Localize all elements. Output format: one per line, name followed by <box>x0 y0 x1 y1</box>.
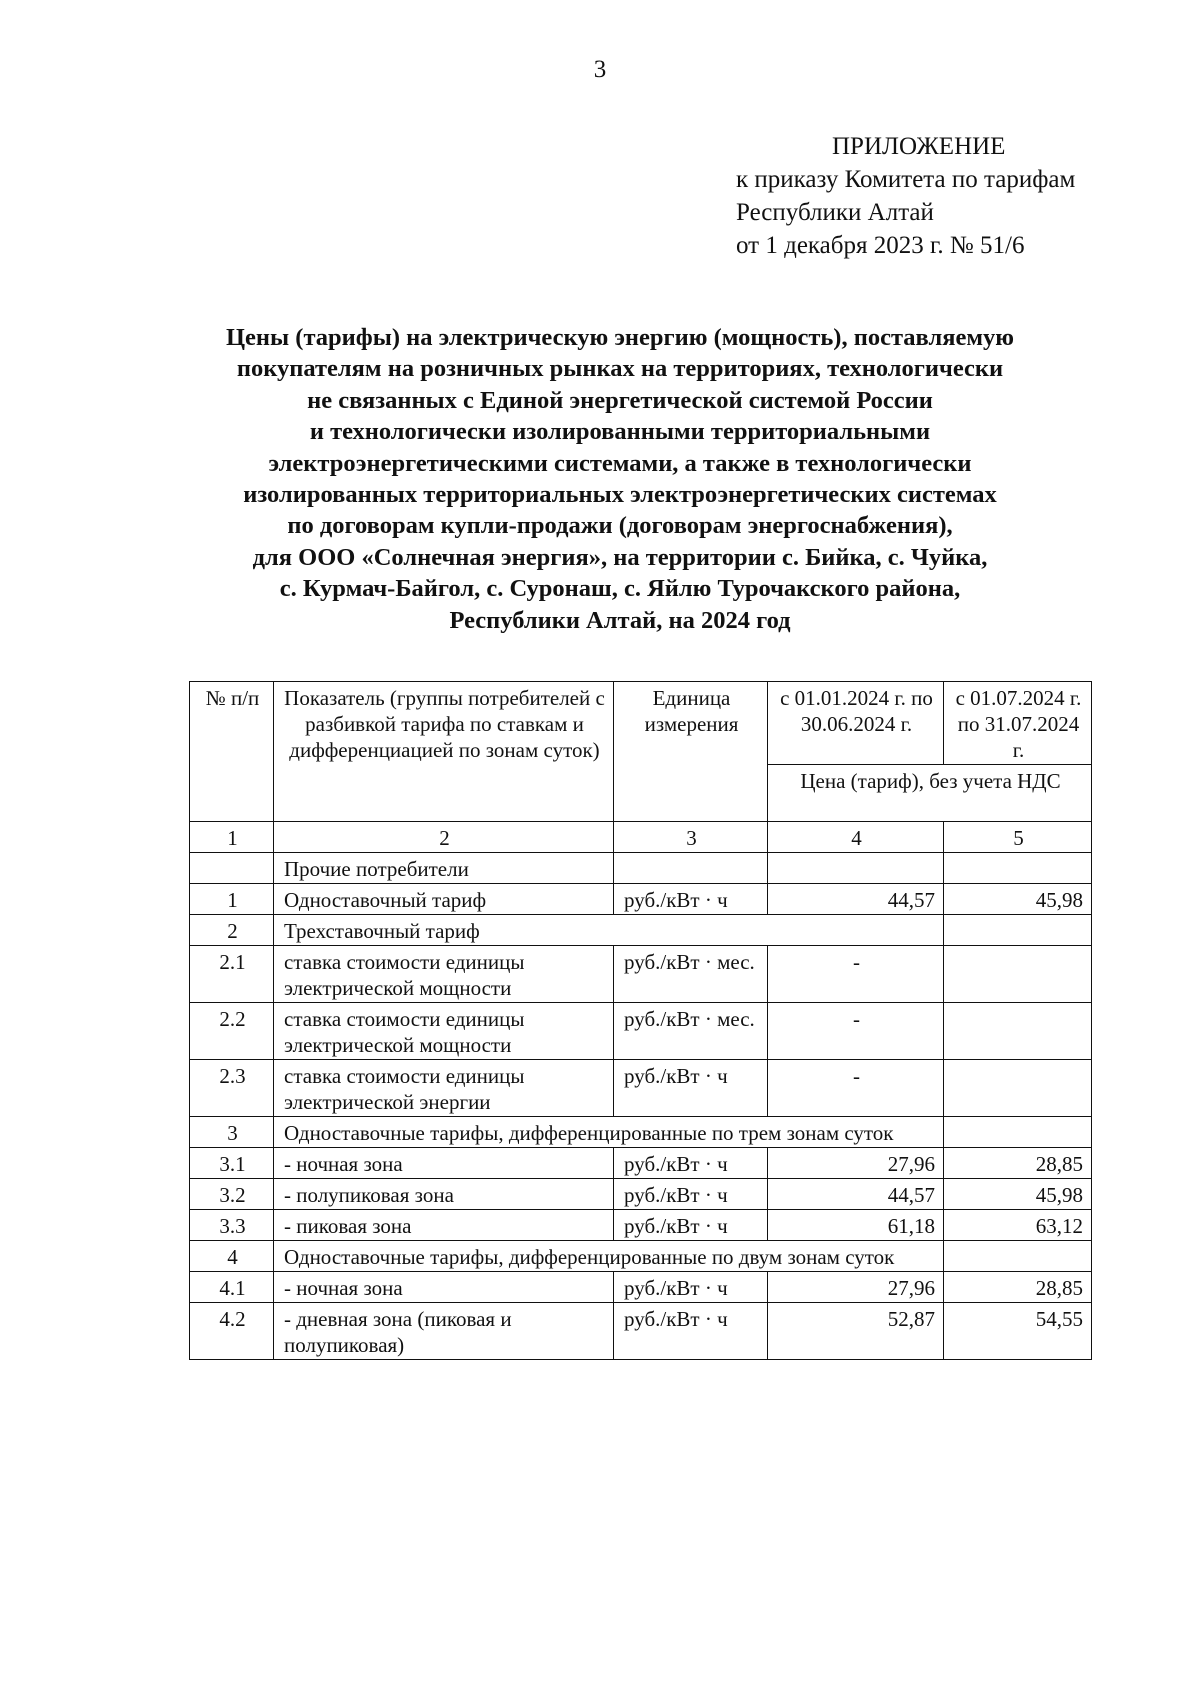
row-number: 2.2 <box>190 1003 274 1060</box>
row-value-period-1: 27,96 <box>768 1148 944 1179</box>
appendix-line: Республики Алтай <box>736 199 934 226</box>
title-line: для ООО «Солнечная энергия», на территории с. Бийка, с. Чуйка, <box>252 543 988 571</box>
row-name: - ночная зона <box>274 1148 614 1179</box>
row-value-period-1: 44,57 <box>768 1179 944 1210</box>
column-number-row <box>190 822 1092 853</box>
row-value-period-2: 45,98 <box>944 1179 1092 1210</box>
title-line: Республики Алтай, на 2024 год <box>449 606 791 634</box>
column-number: 4 <box>768 822 944 853</box>
row-unit: руб./кВт · мес. <box>614 1003 768 1060</box>
row-number: 2.3 <box>190 1060 274 1117</box>
row-value-period-1: 27,96 <box>768 1272 944 1303</box>
row-name: - полупиковая зона <box>274 1179 614 1210</box>
table-row <box>190 946 1092 1003</box>
appendix-line: от 1 декабря 2023 г. № 51/6 <box>736 232 1025 259</box>
row-number: 3.1 <box>190 1148 274 1179</box>
title-line: с. Курмач-Байгол, с. Суронаш, с. Яйлю Турочакского района, <box>279 575 961 603</box>
row-number: 2 <box>190 915 274 946</box>
row-name: Одноставочные тарифы, дифференцированные по трем зонам суток <box>274 1117 944 1148</box>
row-unit: руб./кВт · ч <box>614 1272 768 1303</box>
column-number: 1 <box>190 822 274 853</box>
row-number: 1 <box>190 884 274 915</box>
row-name: - пиковая зона <box>274 1210 614 1241</box>
row-unit: руб./кВт · ч <box>614 1148 768 1179</box>
appendix-line: к приказу Комитета по тарифам <box>736 166 1076 193</box>
table-row <box>190 1060 1092 1117</box>
row-value-period-2: 54,55 <box>944 1303 1092 1360</box>
row-name: Одноставочные тарифы, дифференцированные по двум зонам суток <box>274 1241 944 1272</box>
table-row <box>190 1148 1092 1179</box>
row-name: ставка стоимости единицы электрической энергии <box>274 1060 614 1117</box>
table-row <box>190 884 1092 915</box>
table-row <box>190 1210 1092 1241</box>
table-row <box>190 1241 1092 1272</box>
page-number: 3 <box>593 56 607 83</box>
row-name: Трехставочный тариф <box>274 915 944 946</box>
row-value-period-2: 28,85 <box>944 1272 1092 1303</box>
column-number: 3 <box>614 822 768 853</box>
row-value-period-2: 63,12 <box>944 1210 1092 1241</box>
row-unit: руб./кВт · ч <box>614 1303 768 1360</box>
tariff-table <box>189 681 1092 1360</box>
table-row <box>190 1272 1092 1303</box>
row-number: 4.2 <box>190 1303 274 1360</box>
title-line: электроэнергетическими системами, а также в технологически <box>268 449 972 477</box>
document-title <box>160 322 1080 636</box>
header-no: № п/п <box>190 682 274 822</box>
title-line: не связанных с Единой энергетической системой России <box>307 386 933 414</box>
row-number: 4.1 <box>190 1272 274 1303</box>
appendix-block <box>736 130 1075 262</box>
header-period-1: с 01.01.2024 г. по 30.06.2024 г. <box>768 682 944 765</box>
row-number: 3 <box>190 1117 274 1148</box>
row-name: ставка стоимости единицы электрической мощности <box>274 946 614 1003</box>
column-number: 2 <box>274 822 614 853</box>
appendix-heading: ПРИЛОЖЕНИЕ <box>832 133 1006 160</box>
row-name: Одноставочный тариф <box>274 884 614 915</box>
table-row <box>190 853 1092 884</box>
header-price-note: Цена (тариф), без учета НДС <box>768 765 1092 822</box>
title-line: покупателям на розничных рынках на территориях, технологически <box>236 355 1004 383</box>
table-row <box>190 1303 1092 1360</box>
table-row <box>190 1117 1092 1148</box>
row-unit: руб./кВт · мес. <box>614 946 768 1003</box>
row-name: - дневная зона (пиковая и полупиковая) <box>274 1303 614 1360</box>
row-value-period-1: 52,87 <box>768 1303 944 1360</box>
row-value-period-2: 28,85 <box>944 1148 1092 1179</box>
row-unit: руб./кВт · ч <box>614 1210 768 1241</box>
row-value-period-1: - <box>768 1060 944 1117</box>
row-value-period-1: 44,57 <box>768 884 944 915</box>
header-period-2: с 01.07.2024 г. по 31.07.2024 г. <box>944 682 1092 765</box>
row-number: 3.2 <box>190 1179 274 1210</box>
row-number: 3.3 <box>190 1210 274 1241</box>
row-number: 2.1 <box>190 946 274 1003</box>
row-value-period-2: 45,98 <box>944 884 1092 915</box>
table-row <box>190 1179 1092 1210</box>
table-row <box>190 1003 1092 1060</box>
title-line: по договорам купли-продажи (договорам энергоснабжения), <box>287 512 953 540</box>
title-line: Цены (тарифы) на электрическую энергию (мощность), поставляемую <box>226 324 1014 351</box>
row-value-period-1: 61,18 <box>768 1210 944 1241</box>
table-header-row <box>190 682 1092 765</box>
row-unit: руб./кВт · ч <box>614 884 768 915</box>
row-number: 4 <box>190 1241 274 1272</box>
header-indicator: Показатель (группы потребителей с разбивкой тарифа по ставкам и дифференциацией по зонам суток) <box>274 682 614 822</box>
column-number: 5 <box>944 822 1092 853</box>
row-value-period-1: - <box>768 946 944 1003</box>
title-line: изолированных территориальных электроэнергетических системах <box>243 481 997 509</box>
row-name: ставка стоимости единицы электрической мощности <box>274 1003 614 1060</box>
table-row <box>190 915 1092 946</box>
header-unit: Единица измерения <box>614 682 768 822</box>
group-label: Прочие потребители <box>274 853 614 884</box>
row-name: - ночная зона <box>274 1272 614 1303</box>
row-unit: руб./кВт · ч <box>614 1060 768 1117</box>
title-line: и технологически изолированными территориальными <box>309 418 931 446</box>
row-value-period-1: - <box>768 1003 944 1060</box>
row-unit: руб./кВт · ч <box>614 1179 768 1210</box>
